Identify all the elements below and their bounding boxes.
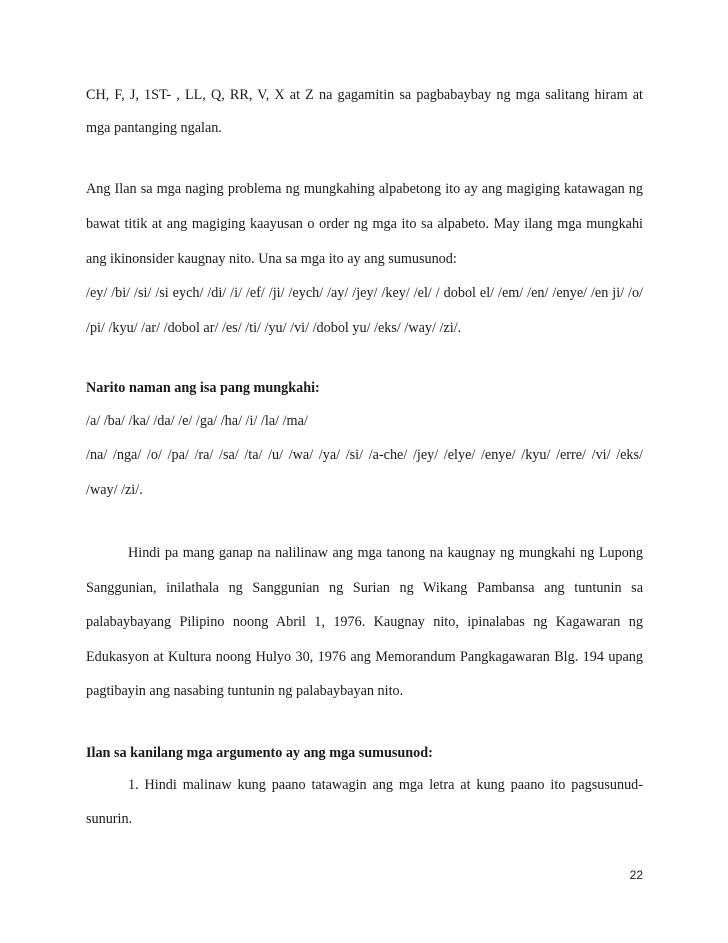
page-number: 22	[629, 868, 643, 882]
alphabet-names-line: /ey/ /bi/ /si/ /si eych/ /di/ /i/ /ef/ /ji/ /eych/ /ay/ /jey/ /key/ /el/ / dobol el/ /em/ /en/ /enye/ /en ji/ /o/	[86, 285, 643, 301]
alphabet-names-line: /way/ /zi/.	[86, 482, 143, 498]
paragraph-line: Edukasyon at Kultura noong Hulyo 30, 1976 ang Memorandum Pangkagawaran Blg. 194 upang	[86, 649, 643, 665]
section-heading: Ilan sa kanilang mga argumento ay ang mga sumusunod:	[86, 745, 433, 761]
paragraph-line: Ang Ilan sa mga naging problema ng mungkahing alpabetong ito ay ang magiging katawagan ng	[86, 181, 643, 197]
list-item-continuation: sunurin.	[86, 811, 133, 827]
list-item: 1. Hindi malinaw kung paano tatawagin ang mga letra at kung paano ito pagsusunud-	[128, 777, 643, 793]
paragraph-line: bawat titik at ang magiging kaayusan o order ng mga ito sa alpabeto. May ilang mga mungkahi	[86, 216, 643, 232]
paragraph-line: palabaybayang Pilipino noong Abril 1, 1976. Kaugnay nito, ipinalabas ng Kagawaran ng	[86, 614, 643, 630]
paragraph-line: ang ikinonsider kaugnay nito. Una sa mga ito ay ang sumusunod:	[86, 251, 457, 267]
paragraph-line: Sanggunian, inilathala ng Sanggunian ng Surian ng Wikang Pambansa ang tuntunin sa	[86, 580, 643, 596]
alphabet-names-line: /a/ /ba/ /ka/ /da/ /e/ /ga/ /ha/ /i/ /la/ /ma/	[86, 413, 308, 429]
section-heading: Narito naman ang isa pang mungkahi:	[86, 380, 320, 396]
paragraph-line: CH, F, J, 1ST- , LL, Q, RR, V, X at Z na gagamitin sa pagbabaybay ng mga salitang hiram at	[86, 87, 643, 103]
paragraph-line: mga pantanging ngalan.	[86, 120, 222, 136]
alphabet-names-line: /na/ /nga/ /o/ /pa/ /ra/ /sa/ /ta/ /u/ /wa/ /ya/ /si/ /a-che/ /jey/ /elye/ /enye/ /kyu/ /erre/ /vi/ /eks/	[86, 447, 643, 463]
paragraph-line: pagtibayin ang nasabing tuntunin ng palabaybayan nito.	[86, 683, 404, 699]
alphabet-names-line: /pi/ /kyu/ /ar/ /dobol ar/ /es/ /ti/ /yu/ /vi/ /dobol yu/ /eks/ /way/ /zi/.	[86, 320, 462, 336]
paragraph-line: Hindi pa mang ganap na nalilinaw ang mga tanong na kaugnay ng mungkahi ng Lupong	[128, 545, 643, 561]
